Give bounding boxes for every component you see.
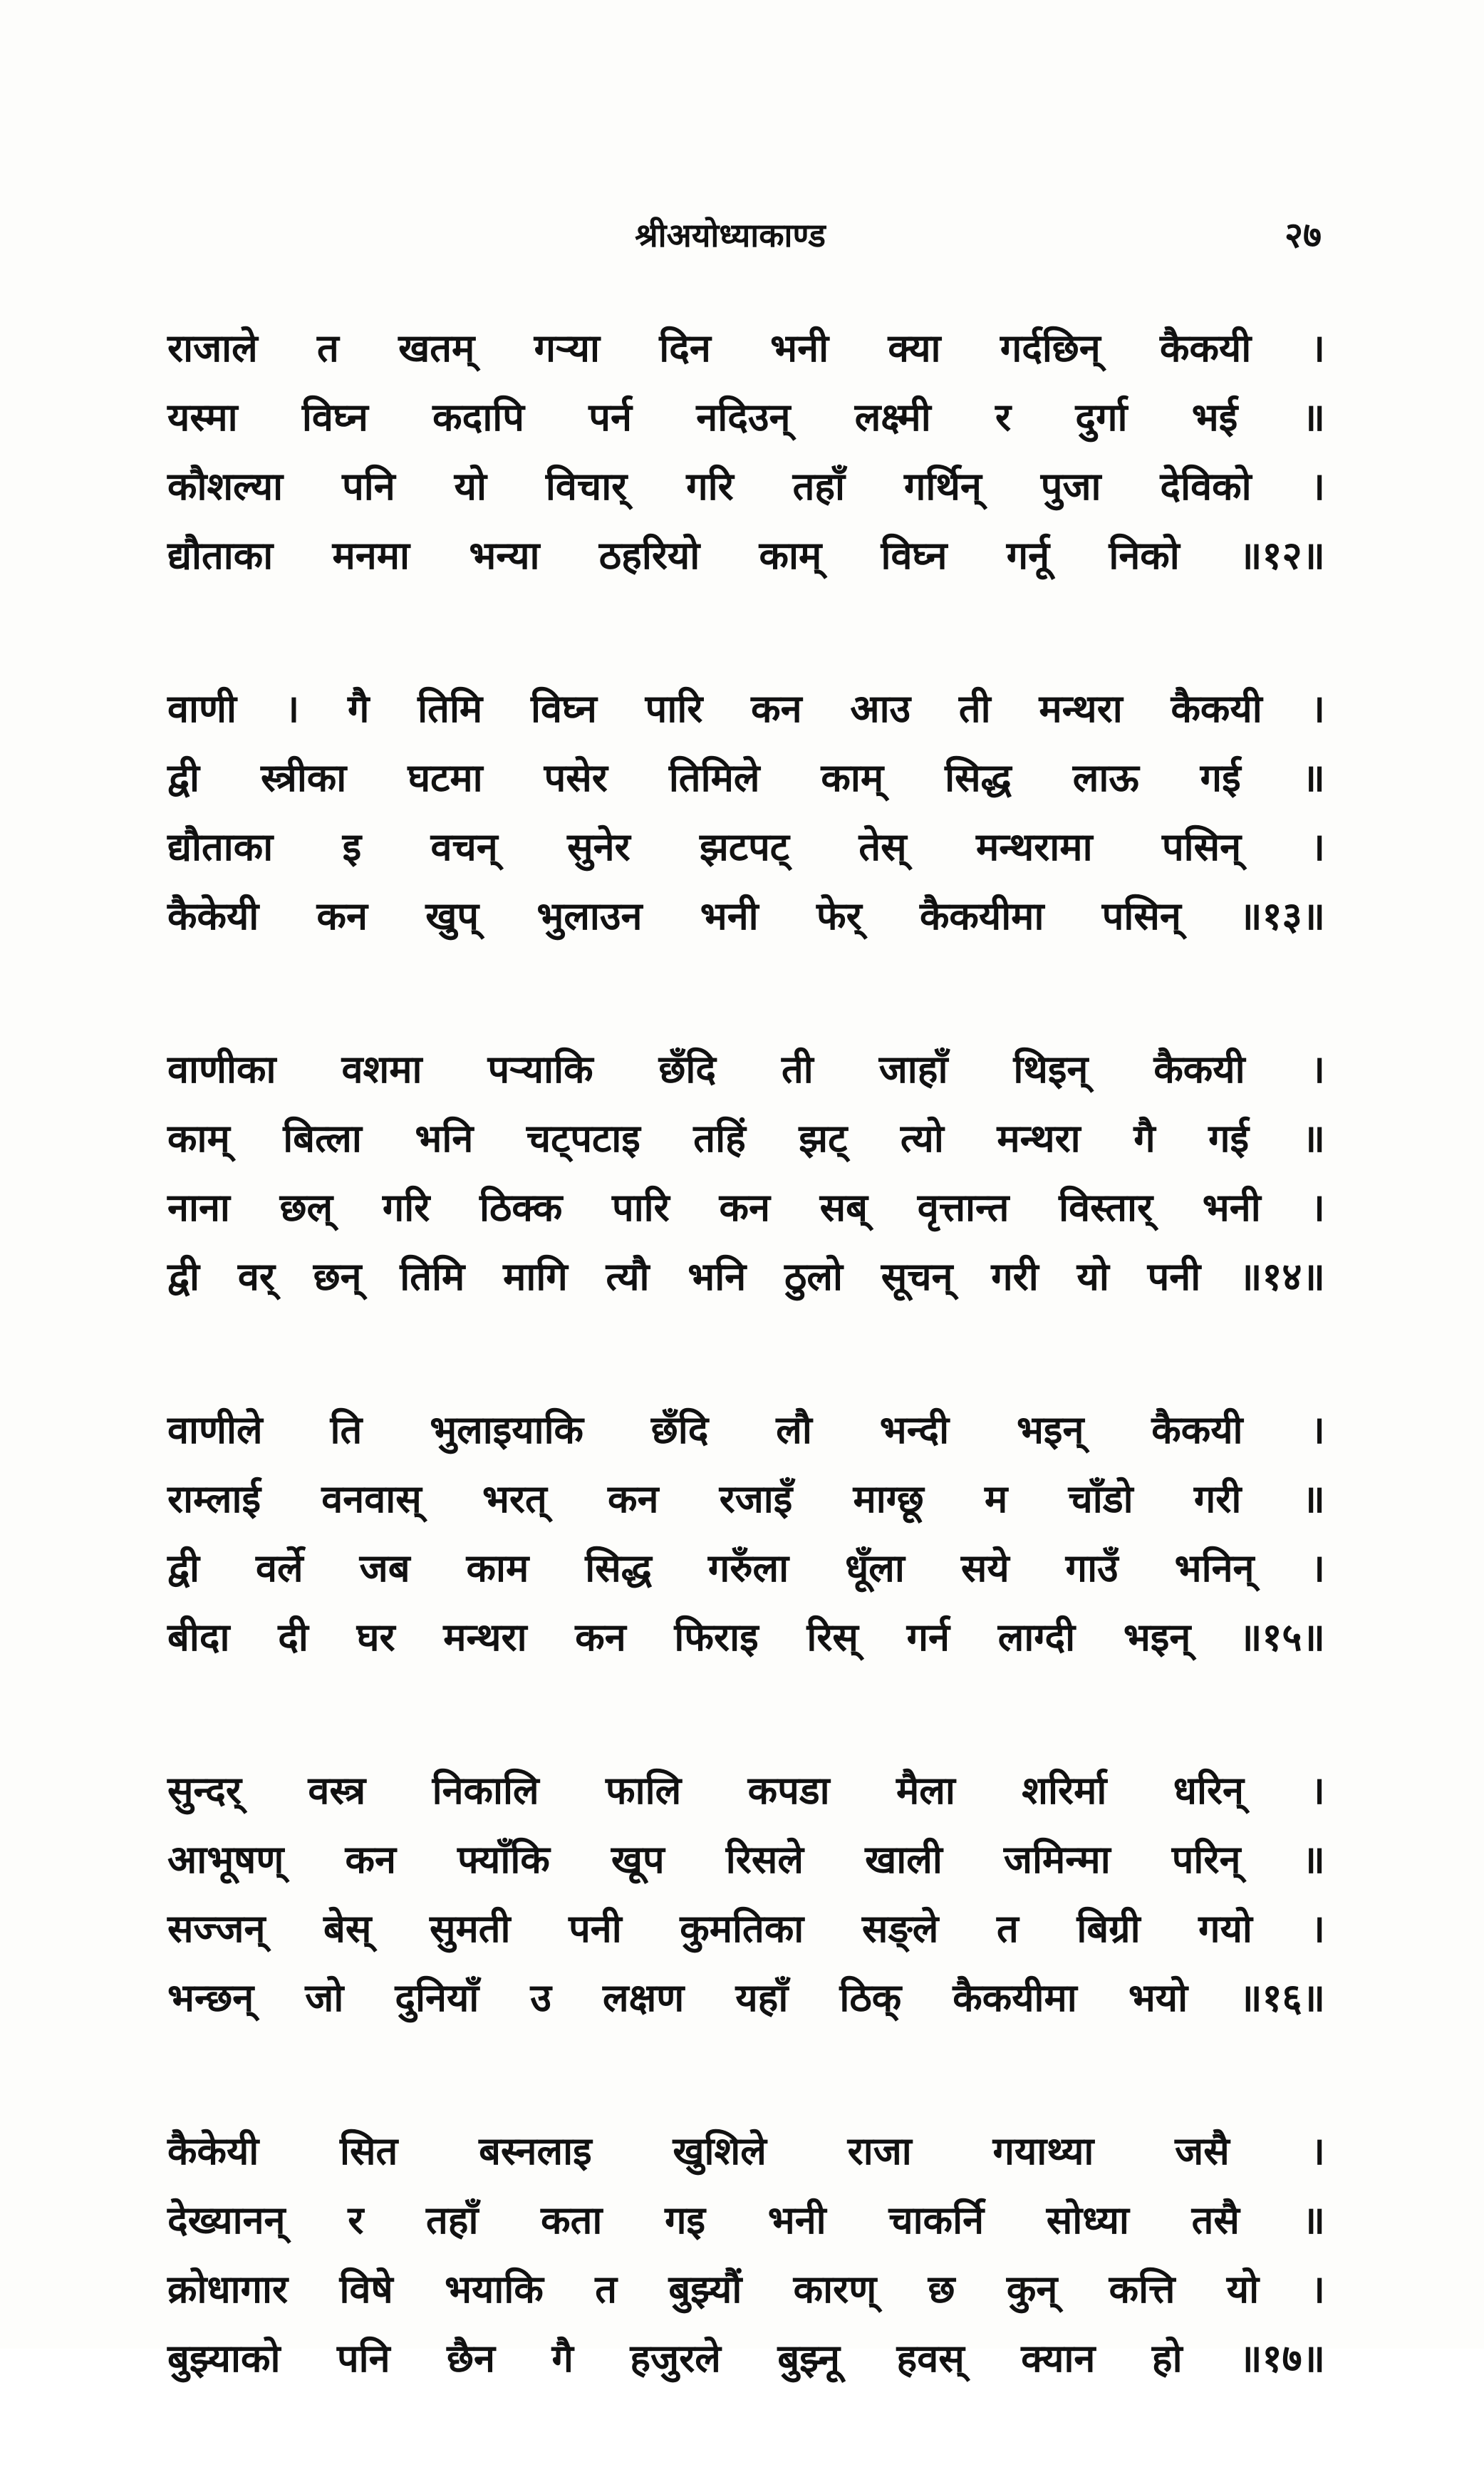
verse-word: पसेर: [544, 755, 608, 800]
verse-line: [167, 1894, 1325, 1963]
verse-line: [167, 1603, 1325, 1672]
verse-word: वशमा: [341, 1047, 422, 1092]
verse-word: पनी: [569, 1906, 622, 1951]
verse-word: वस्त्र: [308, 1768, 366, 1813]
verse-word: आउ: [850, 686, 911, 731]
verse-word: मन्थरा: [997, 1116, 1081, 1161]
verse-end-mark: ॥१२॥: [1239, 533, 1325, 578]
verse-word: ती: [958, 686, 991, 731]
verse-word: खतम्: [398, 326, 475, 371]
verse-end-mark: ।: [1310, 1407, 1325, 1452]
verse-word: हजुरले: [630, 2336, 721, 2381]
verse-word: भयाकि: [445, 2267, 544, 2312]
verse-word: कत्ति: [1109, 2267, 1176, 2312]
verse-word: क्या: [888, 326, 941, 371]
verse-word: गरी: [991, 1254, 1039, 1299]
verse-word: दी: [278, 1615, 308, 1660]
verse-word: भरत्: [482, 1477, 547, 1521]
verse-word: तहाँ: [792, 464, 846, 509]
verse-word: पसिन्: [1161, 824, 1242, 869]
verse-word: तिमि: [417, 686, 483, 731]
verse-word: जमिन्मा: [1003, 1837, 1111, 1882]
verse-word: रजाइँ: [719, 1477, 793, 1521]
verse-end-mark: ।: [1310, 1546, 1325, 1591]
verse-word: रिस्: [806, 1615, 858, 1660]
stanza: [167, 2116, 1325, 2393]
verse-word: त: [595, 2267, 617, 2312]
verse-word: देविको: [1160, 464, 1252, 509]
verse-word: ठिक्क: [479, 1185, 563, 1230]
verse-word: द्यौताका: [167, 824, 274, 869]
verse-word: विघ्न: [530, 686, 597, 731]
verse-word: कैकयी: [1153, 1047, 1245, 1092]
verse-word: विघ्न: [881, 533, 948, 578]
verse-word: बस्नलाइ: [479, 2129, 592, 2173]
verse-word: गयो: [1198, 1906, 1252, 1951]
verse-word: रिसले: [725, 1837, 804, 1882]
verse-word: कैकेयी: [167, 894, 259, 938]
verse-word: फ्याँकि: [457, 1837, 550, 1882]
verse-end-mark: ॥: [1302, 2198, 1325, 2243]
verse-end-mark: ॥: [1302, 755, 1325, 800]
verse-word: काम्: [821, 755, 884, 800]
verse-word: फेर्: [816, 894, 862, 938]
verse-word: गै: [348, 686, 370, 731]
verse-word: वाणीले: [167, 1407, 263, 1452]
verse-line: [167, 2255, 1325, 2324]
verse-word: गर्न: [906, 1615, 950, 1660]
verse-end-mark: ।: [1310, 326, 1325, 371]
verse-word: भन्या: [469, 533, 540, 578]
verse-word: छैन: [447, 2336, 495, 2381]
verse-line: [167, 383, 1325, 452]
verse-word: वचन्: [430, 824, 498, 869]
verse-word: बुझ्नू: [777, 2336, 840, 2381]
verse-word: कैकयी: [1171, 686, 1262, 731]
verse-word: वर्ले: [256, 1546, 303, 1591]
verse-word: त: [996, 1906, 1019, 1951]
verse-line: [167, 1534, 1325, 1603]
verse-word: विस्तार्: [1059, 1185, 1153, 1230]
verse-word: गर्थिन्: [903, 464, 982, 509]
stanza: [167, 314, 1325, 590]
verse-word: राम्लाई: [167, 1477, 261, 1521]
verse-word: गयाथ्या: [992, 2129, 1094, 2173]
verse-word: लौ: [776, 1407, 812, 1452]
verse-word: गरी: [1193, 1477, 1242, 1521]
verse-line: [167, 2186, 1325, 2255]
verse-word: सुनेर: [567, 824, 631, 869]
verse-word: वृत्तान्त: [917, 1185, 1010, 1230]
verse-word: भनी: [770, 326, 829, 371]
verse-word: सब्: [819, 1185, 868, 1230]
verse-word: जब: [359, 1546, 410, 1591]
verse-word: पारि: [612, 1185, 670, 1230]
verse-word: गै: [1133, 1116, 1156, 1161]
verse-word: दुर्गा: [1075, 395, 1128, 440]
verse-word: घर: [356, 1615, 395, 1660]
verse-end-mark: ॥: [1302, 1837, 1325, 1882]
verse-word: गई: [1200, 755, 1241, 800]
verse-word: मागि: [503, 1254, 568, 1299]
verse-line: [167, 1173, 1325, 1242]
verse-word: सज्जन्: [167, 1906, 266, 1951]
verse-end-mark: ।: [1310, 2267, 1325, 2312]
verse-word: काम्: [759, 533, 822, 578]
verse-block: [167, 314, 1325, 2477]
verse-end-mark: ।: [1310, 1768, 1325, 1813]
verse-word: धरिन्: [1173, 1768, 1245, 1813]
verse-word: तसै: [1191, 2198, 1240, 2243]
verse-word: भनी: [767, 2198, 826, 2243]
verse-word: कैकयीमा: [953, 1975, 1077, 2020]
verse-word: त: [317, 326, 339, 371]
verse-word: पारि: [645, 686, 703, 731]
verse-word: सित: [340, 2129, 398, 2173]
verse-word: लाऊ: [1072, 755, 1139, 800]
verse-end-mark: ।: [1310, 1047, 1325, 1092]
verse-word: कन: [719, 1185, 770, 1230]
verse-word: देख्यानन्: [167, 2198, 286, 2243]
verse-word: घटमा: [408, 755, 483, 800]
verse-line: [167, 452, 1325, 521]
verse-word: काम: [466, 1546, 529, 1591]
verse-word: कन: [316, 894, 368, 938]
verse-word: कैकयी: [1151, 1407, 1243, 1452]
verse-line: [167, 2116, 1325, 2186]
verse-word: भन्दी: [879, 1407, 950, 1452]
verse-line: [167, 1464, 1325, 1534]
verse-word: विषे: [339, 2267, 393, 2312]
verse-word: विघ्न: [301, 395, 368, 440]
verse-word: खुशिले: [673, 2129, 767, 2173]
verse-word: पनी: [1147, 1254, 1201, 1299]
verse-word: धूँला: [845, 1546, 905, 1591]
verse-line: [167, 1963, 1325, 2032]
verse-word: तेस्: [858, 824, 907, 869]
verse-word: सूचन्: [881, 1254, 953, 1299]
verse-word: गऱ्या: [534, 326, 600, 371]
verse-word: गरि: [686, 464, 734, 509]
verse-word: भनी: [700, 894, 759, 938]
verse-word: खाली: [865, 1837, 943, 1882]
verse-word: र: [995, 395, 1012, 440]
verse-word: द्यौताका: [167, 533, 274, 578]
verse-word: कन: [751, 686, 802, 731]
verse-word: भनिन्: [1174, 1546, 1255, 1591]
verse-word: भनी: [1202, 1185, 1261, 1230]
verse-line: [167, 1104, 1325, 1173]
verse-word: फिराइ: [674, 1615, 759, 1660]
verse-word: लाग्दी: [997, 1615, 1076, 1660]
verse-word: मन्थरा: [443, 1615, 527, 1660]
verse-line: [167, 812, 1325, 881]
verse-word: तहाँ: [426, 2198, 479, 2243]
verse-word: कुमतिका: [680, 1906, 804, 1951]
verse-word: काम्: [167, 1116, 230, 1161]
verse-word: जसै: [1175, 2129, 1230, 2173]
verse-word: यो: [454, 464, 487, 509]
stanza: [167, 1756, 1325, 2032]
verse-word: मैला: [896, 1768, 955, 1813]
verse-word: गाउँ: [1065, 1546, 1119, 1591]
verse-word: कन: [607, 1477, 659, 1521]
verse-word: चाकर्नि: [888, 2198, 985, 2243]
verse-word: ति: [330, 1407, 363, 1452]
verse-word: नाना: [167, 1185, 230, 1230]
verse-word: पर्न: [588, 395, 632, 440]
verse-word: त्यो: [900, 1116, 944, 1161]
verse-word: निको: [1109, 533, 1180, 578]
verse-word: गइ: [665, 2198, 706, 2243]
verse-line: [167, 1756, 1325, 1825]
verse-word: राजा: [847, 2129, 912, 2173]
verse-word: तिमिले: [668, 755, 760, 800]
verse-word: सुमती: [429, 1906, 511, 1951]
verse-word: भनि: [687, 1254, 747, 1299]
verse-word: हवस्: [896, 2336, 965, 2381]
verse-word: बेस्: [323, 1906, 372, 1951]
verse-word: वाणीका: [167, 1047, 276, 1092]
verse-line: [167, 743, 1325, 812]
verse-word: छन्: [313, 1254, 362, 1299]
verse-line: [167, 314, 1325, 383]
verse-word: पसिन्: [1101, 894, 1181, 938]
verse-word: गर्नू: [1006, 533, 1050, 578]
verse-word: क्यान: [1021, 2336, 1096, 2381]
verse-word: सिद्ध: [945, 755, 1012, 800]
verse-word: भुलाइयाकि: [430, 1407, 584, 1452]
verse-word: क्रोधागार: [167, 2267, 289, 2312]
verse-word: भनि: [415, 1116, 474, 1161]
verse-word: मन्थरा: [1039, 686, 1123, 731]
verse-word: ठिक्: [839, 1975, 902, 2020]
verse-word: जो: [305, 1975, 344, 2020]
verse-word: मन्थरामा: [976, 824, 1093, 869]
verse-word: चट्पटाइ: [526, 1116, 640, 1161]
verse-end-mark: ।: [1310, 1185, 1325, 1230]
verse-line: [167, 881, 1325, 951]
verse-word: सोध्या: [1046, 2198, 1129, 2243]
verse-word: बीदा: [167, 1615, 230, 1660]
verse-word: उ: [530, 1975, 551, 2020]
verse-word: कदापि: [432, 395, 524, 440]
verse-word: पनि: [342, 464, 395, 509]
verse-word: कैकेयी: [167, 2129, 259, 2173]
verse-word: दिन: [659, 326, 711, 371]
verse-word: भई: [1191, 395, 1238, 440]
verse-word: कैकयीमा: [919, 894, 1044, 938]
verse-word: पुजा: [1040, 464, 1101, 509]
verse-word: वाणी: [167, 686, 237, 731]
verse-word: आभूषण्: [167, 1837, 284, 1882]
verse-word: यहाँ: [735, 1975, 789, 2020]
verse-word: जाहाँ: [878, 1047, 948, 1092]
verse-word: माग्छू: [853, 1477, 924, 1521]
verse-word: पऱ्याकि: [487, 1047, 593, 1092]
verse-word: कता: [541, 2198, 603, 2243]
verse-word: शरिर्मा: [1022, 1768, 1107, 1813]
verse-word: नदिउन्: [696, 395, 791, 440]
verse-word: भयो: [1128, 1975, 1188, 2020]
stanza: [167, 1395, 1325, 1672]
verse-word: पनि: [336, 2336, 390, 2381]
verse-word: झटपट्: [700, 824, 789, 869]
verse-word: सङ्ले: [861, 1906, 939, 1951]
verse-line: [167, 1395, 1325, 1464]
verse-word: द्वी: [167, 1254, 200, 1299]
verse-line: [167, 521, 1325, 590]
verse-word: वनवास्: [321, 1477, 422, 1521]
verse-word: ठुलो: [784, 1254, 843, 1299]
verse-word: र: [348, 2198, 364, 2243]
verse-word: कैकयी: [1159, 326, 1252, 371]
verse-word: फालि: [605, 1768, 682, 1813]
verse-word: भुलाउन: [536, 894, 643, 938]
verse-word: त्यौ: [606, 1254, 650, 1299]
verse-word: गई: [1208, 1116, 1250, 1161]
verse-word: बुझ्यौं: [668, 2267, 742, 2312]
verse-end-mark: ।: [1310, 464, 1325, 509]
verse-word: गरुँला: [707, 1546, 789, 1591]
verse-word: छँदि: [658, 1047, 717, 1092]
verse-word: यस्मा: [167, 395, 238, 440]
verse-word: यो: [1226, 2267, 1260, 2312]
verse-word: ठहरियो: [598, 533, 700, 578]
verse-end-mark: ॥१३॥: [1239, 894, 1325, 938]
verse-word: कन: [345, 1837, 396, 1882]
verse-word: तिमि: [400, 1254, 465, 1299]
verse-word: सिद्ध: [585, 1546, 652, 1591]
verse-word: राजाले: [167, 326, 258, 371]
verse-word: कन: [575, 1615, 626, 1660]
verse-end-mark: ॥१५॥: [1239, 1615, 1325, 1660]
verse-word: द्वी: [167, 1546, 200, 1591]
verse-word: यो: [1076, 1254, 1109, 1299]
verse-word: ती: [781, 1047, 814, 1092]
verse-word: थिइन्: [1013, 1047, 1089, 1092]
verse-word: द्वी: [167, 755, 200, 800]
verse-word: सुन्दर्: [167, 1768, 242, 1813]
verse-end-mark: ॥: [1302, 1116, 1325, 1161]
verse-word: विचार्: [545, 464, 628, 509]
verse-word: छ: [928, 2267, 955, 2312]
verse-word: लक्ष्मी: [854, 395, 931, 440]
verse-word: हो: [1151, 2336, 1183, 2381]
verse-line: [167, 1035, 1325, 1104]
chapter-title: श्रीअयोध्याकाण्ड: [635, 216, 826, 254]
verse-end-mark: ॥: [1302, 395, 1325, 440]
verse-word: खुप्: [425, 894, 479, 938]
verse-word: मनमा: [332, 533, 410, 578]
verse-word: परिन्: [1171, 1837, 1241, 1882]
verse-end-mark: ॥१४॥: [1238, 1254, 1325, 1299]
verse-word: तहिं: [693, 1116, 746, 1161]
verse-word: वर्: [237, 1254, 275, 1299]
verse-word: छल्: [279, 1185, 333, 1230]
verse-word: म: [985, 1477, 1008, 1521]
verse-word: खूप: [611, 1837, 665, 1882]
running-head: [167, 207, 1322, 271]
page-number: २७: [1285, 214, 1322, 256]
verse-word: कौशल्या: [167, 464, 284, 509]
verse-word: छँदि: [650, 1407, 709, 1452]
verse-end-mark: ।: [1310, 2129, 1325, 2173]
verse-word: झट्: [799, 1116, 848, 1161]
verse-end-mark: ॥१७॥: [1239, 2336, 1325, 2381]
verse-line: [167, 1825, 1325, 1894]
verse-word: बुझ्याको: [167, 2336, 281, 2381]
verse-line: [167, 2324, 1325, 2393]
verse-end-mark: ।: [1310, 686, 1325, 731]
verse-word: भइन्: [1123, 1615, 1191, 1660]
verse-word: बित्ला: [283, 1116, 362, 1161]
verse-word: कुन्: [1006, 2267, 1058, 2312]
stanza: [167, 1035, 1325, 1311]
verse-word: ।: [284, 686, 300, 731]
verse-end-mark: ।: [1310, 1906, 1325, 1951]
stanza: [167, 674, 1325, 951]
verse-word: गरि: [382, 1185, 430, 1230]
verse-end-mark: ॥१६॥: [1239, 1975, 1325, 2020]
verse-line: [167, 674, 1325, 743]
verse-end-mark: ।: [1310, 824, 1325, 869]
verse-word: कपडा: [747, 1768, 830, 1813]
verse-word: इ: [342, 824, 362, 869]
verse-word: कारण्: [793, 2267, 877, 2312]
verse-word: लक्षण: [602, 1975, 685, 2020]
verse-word: भन्छन्: [167, 1975, 254, 2020]
verse-word: सये: [960, 1546, 1010, 1591]
verse-word: बिग्री: [1076, 1906, 1141, 1951]
verse-word: गर्दछिन्: [1000, 326, 1101, 371]
verse-line: [167, 1242, 1325, 1311]
verse-word: दुनियाँ: [395, 1975, 479, 2020]
verse-word: निकालि: [432, 1768, 539, 1813]
verse-end-mark: ॥: [1302, 1477, 1325, 1521]
verse-word: स्त्रीका: [261, 755, 347, 800]
verse-word: गै: [551, 2336, 574, 2381]
verse-word: भइन्: [1016, 1407, 1084, 1452]
verse-word: चाँडो: [1068, 1477, 1133, 1521]
